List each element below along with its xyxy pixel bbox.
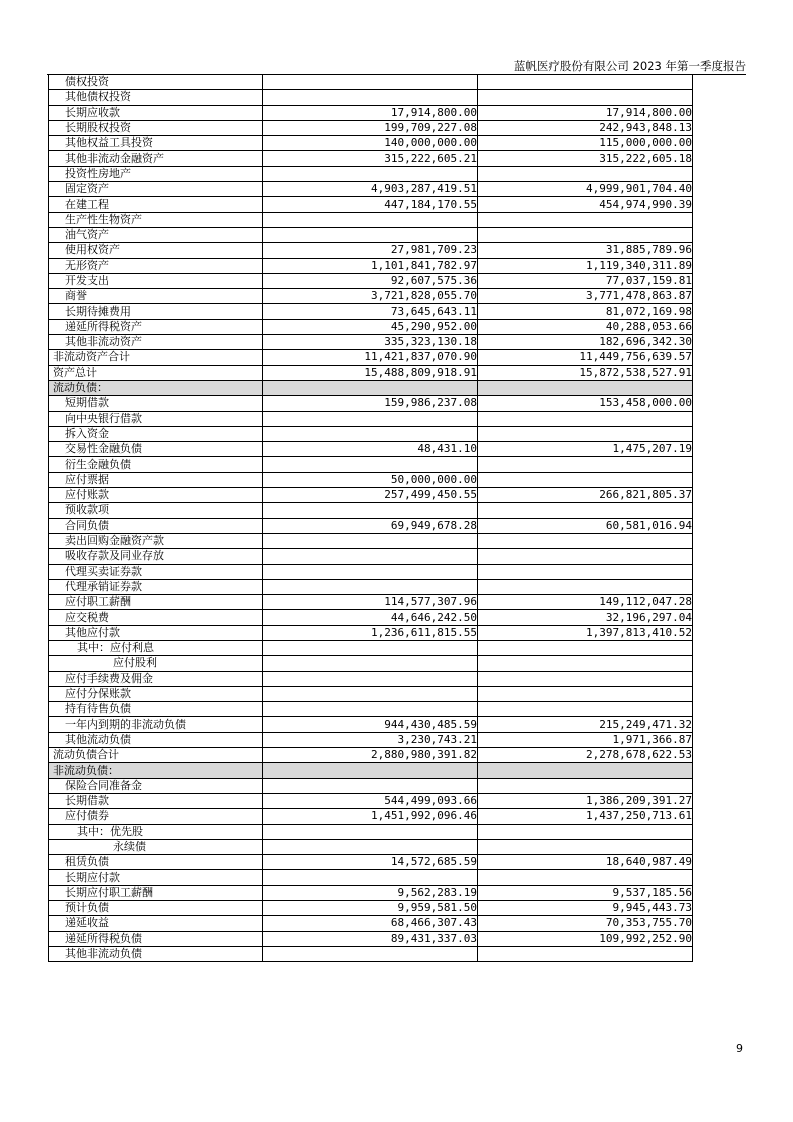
table-row	[49, 533, 693, 548]
row-label: 长期应收款	[49, 105, 263, 120]
period-end-value: 1,451,992,096.46	[263, 809, 478, 824]
year-start-value: 153,458,000.00	[478, 396, 693, 411]
period-end-value: 68,466,307.43	[263, 916, 478, 931]
table-row	[49, 809, 693, 824]
year-start-value: 182,696,342.30	[478, 335, 693, 350]
row-label: 应付债券	[49, 809, 263, 824]
period-end-value	[263, 824, 478, 839]
table-row	[49, 839, 693, 854]
row-label: 非流动资产合计	[49, 350, 263, 365]
table-row	[49, 671, 693, 686]
period-end-value: 1,101,841,782.97	[263, 258, 478, 273]
table-row	[49, 457, 693, 472]
year-start-value: 1,386,209,391.27	[478, 793, 693, 808]
period-end-value: 140,000,000.00	[263, 136, 478, 151]
period-end-value: 69,949,678.28	[263, 518, 478, 533]
table-row	[49, 151, 693, 166]
row-label: 债权投资	[49, 75, 263, 90]
year-start-value: 315,222,605.18	[478, 151, 693, 166]
row-label: 短期借款	[49, 396, 263, 411]
period-end-value	[263, 564, 478, 579]
row-label: 其他权益工具投资	[49, 136, 263, 151]
period-end-value	[263, 166, 478, 181]
row-label: 非流动负债：	[49, 763, 263, 778]
year-start-value: 454,974,990.39	[478, 197, 693, 212]
period-end-value: 9,562,283.19	[263, 885, 478, 900]
table-row	[49, 258, 693, 273]
table-row	[49, 748, 693, 763]
period-end-value: 159,986,237.08	[263, 396, 478, 411]
row-label: 向中央银行借款	[49, 411, 263, 426]
period-end-value: 544,499,093.66	[263, 793, 478, 808]
row-label: 其他债权投资	[49, 90, 263, 105]
table-row	[49, 793, 693, 808]
row-label: 应付职工薪酬	[49, 595, 263, 610]
period-end-value: 3,721,828,055.70	[263, 289, 478, 304]
row-label: 在建工程	[49, 197, 263, 212]
table-row	[49, 319, 693, 334]
table-row	[49, 656, 693, 671]
period-end-value	[263, 640, 478, 655]
year-start-value: 242,943,848.13	[478, 120, 693, 135]
period-end-value: 17,914,800.00	[263, 105, 478, 120]
period-end-value	[263, 656, 478, 671]
row-label: 其他流动负债	[49, 732, 263, 747]
period-end-value: 15,488,809,918.91	[263, 365, 478, 380]
row-label: 代理承销证券款	[49, 579, 263, 594]
year-start-value	[478, 870, 693, 885]
period-end-value	[263, 90, 478, 105]
table-row	[49, 212, 693, 227]
period-end-value	[263, 778, 478, 793]
year-start-value: 15,872,538,527.91	[478, 365, 693, 380]
period-end-value	[263, 946, 478, 961]
year-start-value	[478, 75, 693, 90]
table-row	[49, 518, 693, 533]
year-start-value: 109,992,252.90	[478, 931, 693, 946]
year-start-value: 9,537,185.56	[478, 885, 693, 900]
period-end-value	[263, 839, 478, 854]
year-start-value: 115,000,000.00	[478, 136, 693, 151]
period-end-value: 335,323,130.18	[263, 335, 478, 350]
year-start-value	[478, 640, 693, 655]
row-label: 吸收存款及同业存放	[49, 549, 263, 564]
table-row	[49, 610, 693, 625]
row-label: 持有待售负债	[49, 702, 263, 717]
row-label: 其他非流动负债	[49, 946, 263, 961]
row-label: 生产性生物资产	[49, 212, 263, 227]
period-end-value	[263, 426, 478, 441]
period-end-value: 447,184,170.55	[263, 197, 478, 212]
row-label: 无形资产	[49, 258, 263, 273]
row-label: 其他非流动金融资产	[49, 151, 263, 166]
year-start-value	[478, 212, 693, 227]
year-start-value: 70,353,755.70	[478, 916, 693, 931]
year-start-value	[478, 946, 693, 961]
row-label: 预收款项	[49, 503, 263, 518]
table-row	[49, 885, 693, 900]
period-end-value	[263, 533, 478, 548]
table-row	[49, 350, 693, 365]
row-label: 衍生金融负债	[49, 457, 263, 472]
year-start-value	[478, 426, 693, 441]
row-label: 合同负债	[49, 518, 263, 533]
year-start-value: 32,196,297.04	[478, 610, 693, 625]
table-row	[49, 579, 693, 594]
year-start-value: 149,112,047.28	[478, 595, 693, 610]
period-end-value: 199,709,227.08	[263, 120, 478, 135]
row-label: 永续债	[49, 839, 263, 854]
period-end-value: 27,981,709.23	[263, 243, 478, 258]
period-end-value: 2,880,980,391.82	[263, 748, 478, 763]
period-end-value: 50,000,000.00	[263, 472, 478, 487]
row-label: 递延所得税资产	[49, 319, 263, 334]
period-end-value	[263, 411, 478, 426]
balance-sheet-body	[49, 75, 693, 962]
year-start-value	[478, 90, 693, 105]
year-start-value	[478, 380, 693, 395]
table-row	[49, 472, 693, 487]
row-label: 一年内到期的非流动负债	[49, 717, 263, 732]
period-end-value	[263, 870, 478, 885]
row-label: 应付手续费及佣金	[49, 671, 263, 686]
row-label: 递延收益	[49, 916, 263, 931]
year-start-value: 18,640,987.49	[478, 855, 693, 870]
period-end-value	[263, 457, 478, 472]
year-start-value	[478, 686, 693, 701]
row-label: 商誉	[49, 289, 263, 304]
year-start-value	[478, 472, 693, 487]
period-end-value: 73,645,643.11	[263, 304, 478, 319]
period-end-value	[263, 549, 478, 564]
period-end-value	[263, 380, 478, 395]
year-start-value	[478, 671, 693, 686]
section-header-row	[49, 380, 693, 395]
period-end-value	[263, 579, 478, 594]
table-row	[49, 778, 693, 793]
report-header: 蓝帆医疗股份有限公司 2023 年第一季度报告	[513, 59, 746, 73]
period-end-value: 11,421,837,070.90	[263, 350, 478, 365]
year-start-value: 4,999,901,704.40	[478, 182, 693, 197]
row-label: 应付分保账款	[49, 686, 263, 701]
period-end-value: 3,230,743.21	[263, 732, 478, 747]
table-row	[49, 855, 693, 870]
year-start-value	[478, 702, 693, 717]
period-end-value: 9,959,581.50	[263, 901, 478, 916]
year-start-value: 17,914,800.00	[478, 105, 693, 120]
table-row	[49, 931, 693, 946]
table-row	[49, 365, 693, 380]
table-row	[49, 686, 693, 701]
row-label: 卖出回购金融资产款	[49, 533, 263, 548]
table-row	[49, 273, 693, 288]
table-row	[49, 426, 693, 441]
year-start-value: 1,971,366.87	[478, 732, 693, 747]
table-row	[49, 227, 693, 242]
year-start-value: 3,771,478,863.87	[478, 289, 693, 304]
table-row	[49, 717, 693, 732]
row-label: 流动负债：	[49, 380, 263, 395]
year-start-value	[478, 564, 693, 579]
year-start-value	[478, 824, 693, 839]
row-label: 拆入资金	[49, 426, 263, 441]
table-row	[49, 946, 693, 961]
table-row	[49, 824, 693, 839]
table-row	[49, 732, 693, 747]
row-label: 长期借款	[49, 793, 263, 808]
period-end-value: 257,499,450.55	[263, 488, 478, 503]
balance-sheet-table	[48, 74, 693, 962]
year-start-value: 1,397,813,410.52	[478, 625, 693, 640]
year-start-value: 60,581,016.94	[478, 518, 693, 533]
table-row	[49, 625, 693, 640]
year-start-value: 1,437,250,713.61	[478, 809, 693, 824]
row-label: 长期待摊费用	[49, 304, 263, 319]
table-row	[49, 136, 693, 151]
row-label: 代理买卖证券款	[49, 564, 263, 579]
table-row	[49, 90, 693, 105]
row-label: 开发支出	[49, 273, 263, 288]
period-end-value: 315,222,605.21	[263, 151, 478, 166]
period-end-value: 14,572,685.59	[263, 855, 478, 870]
period-end-value	[263, 503, 478, 518]
year-start-value: 81,072,169.98	[478, 304, 693, 319]
table-row	[49, 411, 693, 426]
table-row	[49, 549, 693, 564]
year-start-value	[478, 166, 693, 181]
row-label: 固定资产	[49, 182, 263, 197]
table-row	[49, 75, 693, 90]
row-label: 使用权资产	[49, 243, 263, 258]
year-start-value: 1,475,207.19	[478, 442, 693, 457]
period-end-value: 92,607,575.36	[263, 273, 478, 288]
row-label: 流动负债合计	[49, 748, 263, 763]
period-end-value: 48,431.10	[263, 442, 478, 457]
year-start-value	[478, 839, 693, 854]
period-end-value: 1,236,611,815.55	[263, 625, 478, 640]
table-row	[49, 182, 693, 197]
table-row	[49, 702, 693, 717]
period-end-value	[263, 763, 478, 778]
year-start-value	[478, 457, 693, 472]
row-label: 长期应付职工薪酬	[49, 885, 263, 900]
table-row	[49, 289, 693, 304]
table-row	[49, 564, 693, 579]
year-start-value	[478, 778, 693, 793]
period-end-value	[263, 671, 478, 686]
table-row	[49, 442, 693, 457]
row-label: 预计负债	[49, 901, 263, 916]
table-row	[49, 488, 693, 503]
row-label: 资产总计	[49, 365, 263, 380]
year-start-value: 9,945,443.73	[478, 901, 693, 916]
period-end-value	[263, 227, 478, 242]
period-end-value	[263, 75, 478, 90]
period-end-value: 944,430,485.59	[263, 717, 478, 732]
year-start-value	[478, 503, 693, 518]
table-row	[49, 640, 693, 655]
year-start-value: 1,119,340,311.89	[478, 258, 693, 273]
row-label: 长期应付款	[49, 870, 263, 885]
year-start-value: 31,885,789.96	[478, 243, 693, 258]
row-label: 交易性金融负债	[49, 442, 263, 457]
table-row	[49, 335, 693, 350]
page-number: 9	[736, 1042, 743, 1055]
period-end-value: 45,290,952.00	[263, 319, 478, 334]
year-start-value	[478, 411, 693, 426]
period-end-value: 114,577,307.96	[263, 595, 478, 610]
period-end-value: 4,903,287,419.51	[263, 182, 478, 197]
row-label: 投资性房地产	[49, 166, 263, 181]
year-start-value	[478, 549, 693, 564]
table-row	[49, 197, 693, 212]
row-label: 应付股利	[49, 656, 263, 671]
year-start-value: 2,278,678,622.53	[478, 748, 693, 763]
period-end-value: 89,431,337.03	[263, 931, 478, 946]
year-start-value	[478, 656, 693, 671]
year-start-value: 11,449,756,639.57	[478, 350, 693, 365]
table-row	[49, 916, 693, 931]
period-end-value	[263, 702, 478, 717]
period-end-value	[263, 686, 478, 701]
row-label: 油气资产	[49, 227, 263, 242]
year-start-value	[478, 579, 693, 594]
row-label: 租赁负债	[49, 855, 263, 870]
table-row	[49, 503, 693, 518]
year-start-value: 266,821,805.37	[478, 488, 693, 503]
table-row	[49, 396, 693, 411]
row-label: 其中：优先股	[49, 824, 263, 839]
row-label: 应付账款	[49, 488, 263, 503]
period-end-value	[263, 212, 478, 227]
table-row	[49, 105, 693, 120]
table-row	[49, 901, 693, 916]
year-start-value: 215,249,471.32	[478, 717, 693, 732]
row-label: 应交税费	[49, 610, 263, 625]
table-row	[49, 120, 693, 135]
section-header-row	[49, 763, 693, 778]
row-label: 其中：应付利息	[49, 640, 263, 655]
table-row	[49, 870, 693, 885]
row-label: 其他非流动资产	[49, 335, 263, 350]
row-label: 其他应付款	[49, 625, 263, 640]
table-row	[49, 243, 693, 258]
table-row	[49, 304, 693, 319]
row-label: 递延所得税负债	[49, 931, 263, 946]
table-row	[49, 166, 693, 181]
year-start-value	[478, 533, 693, 548]
year-start-value: 77,037,159.81	[478, 273, 693, 288]
period-end-value: 44,646,242.50	[263, 610, 478, 625]
table-row	[49, 595, 693, 610]
row-label: 应付票据	[49, 472, 263, 487]
year-start-value: 40,288,053.66	[478, 319, 693, 334]
row-label: 长期股权投资	[49, 120, 263, 135]
year-start-value	[478, 763, 693, 778]
year-start-value	[478, 227, 693, 242]
row-label: 保险合同准备金	[49, 778, 263, 793]
